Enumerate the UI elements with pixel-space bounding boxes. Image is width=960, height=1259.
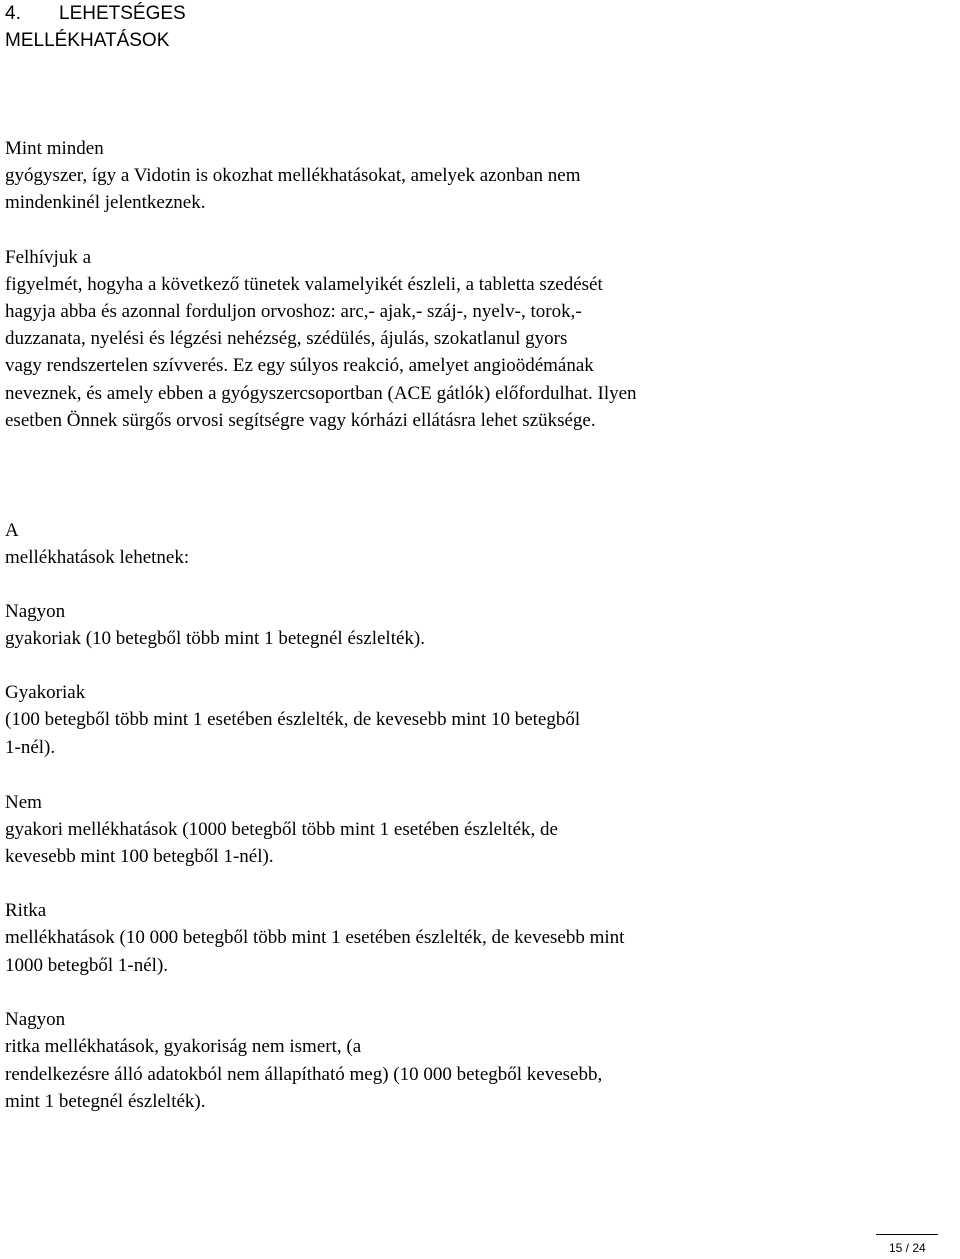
text-line: vagy rendszertelen szívverés. Ez egy súlyos reakció, amelyet angioödémának bbox=[5, 355, 594, 376]
heading-line-2: MELLÉKHATÁSOK bbox=[5, 30, 170, 51]
text-line: mindenkinél jelentkeznek. bbox=[5, 192, 206, 213]
text-line: 1-nél). bbox=[5, 737, 56, 758]
text-line: 1000 betegből 1-nél). bbox=[5, 955, 169, 976]
footer-divider bbox=[876, 1234, 938, 1235]
text-line: mellékhatások lehetnek: bbox=[5, 547, 190, 568]
text-line: gyakori mellékhatások (1000 betegből több mint 1 esetében észlelték, de bbox=[5, 819, 558, 840]
text-line: duzzanata, nyelési és légzési nehézség, szédülés, ájulás, szokatlanul gyors bbox=[5, 328, 568, 349]
heading-line-1: LEHETSÉGES bbox=[59, 3, 186, 24]
text-line: gyakoriak (10 betegből több mint 1 betegnél észlelték). bbox=[5, 628, 425, 649]
text-line: Nagyon bbox=[5, 601, 66, 622]
text-line: Nagyon bbox=[5, 1009, 66, 1030]
text-line: (100 betegből több mint 1 esetében észlelték, de kevesebb mint 10 betegből bbox=[5, 709, 581, 730]
text-line: ritka mellékhatások, gyakoriság nem ismert, (a bbox=[5, 1036, 362, 1057]
text-line: esetben Önnek sürgős orvosi segítségre vagy kórházi ellátásra lehet szüksége. bbox=[5, 410, 596, 431]
text-line: mint 1 betegnél észlelték). bbox=[5, 1091, 206, 1112]
text-line: neveznek, és amely ebben a gyógyszercsoportban (ACE gátlók) előfordulhat. Ilyen bbox=[5, 383, 637, 404]
text-line: mellékhatások (10 000 betegből több mint 1 esetében észlelték, de kevesebb mint bbox=[5, 927, 625, 948]
text-line: kevesebb mint 100 betegből 1-nél). bbox=[5, 846, 274, 867]
text-line: Mint minden bbox=[5, 138, 104, 159]
heading-number: 4. bbox=[5, 3, 21, 24]
text-line: Nem bbox=[5, 792, 42, 813]
text-line: Gyakoriak bbox=[5, 682, 86, 703]
text-line: Ritka bbox=[5, 900, 47, 921]
text-line: rendelkezésre álló adatokból nem állapítható meg) (10 000 betegből kevesebb, bbox=[5, 1064, 603, 1085]
text-line: Felhívjuk a bbox=[5, 247, 92, 268]
text-line: figyelmét, hogyha a következő tünetek valamelyikét észleli, a tabletta szedését bbox=[5, 274, 603, 295]
text-line: hagyja abba és azonnal forduljon orvoshoz: arc,- ajak,- száj-, nyelv-, torok,- bbox=[5, 301, 582, 322]
page-number: 15 / 24 bbox=[889, 1241, 926, 1255]
text-line: gyógyszer, így a Vidotin is okozhat mellékhatásokat, amelyek azonban nem bbox=[5, 165, 581, 186]
text-line: A bbox=[5, 520, 19, 541]
